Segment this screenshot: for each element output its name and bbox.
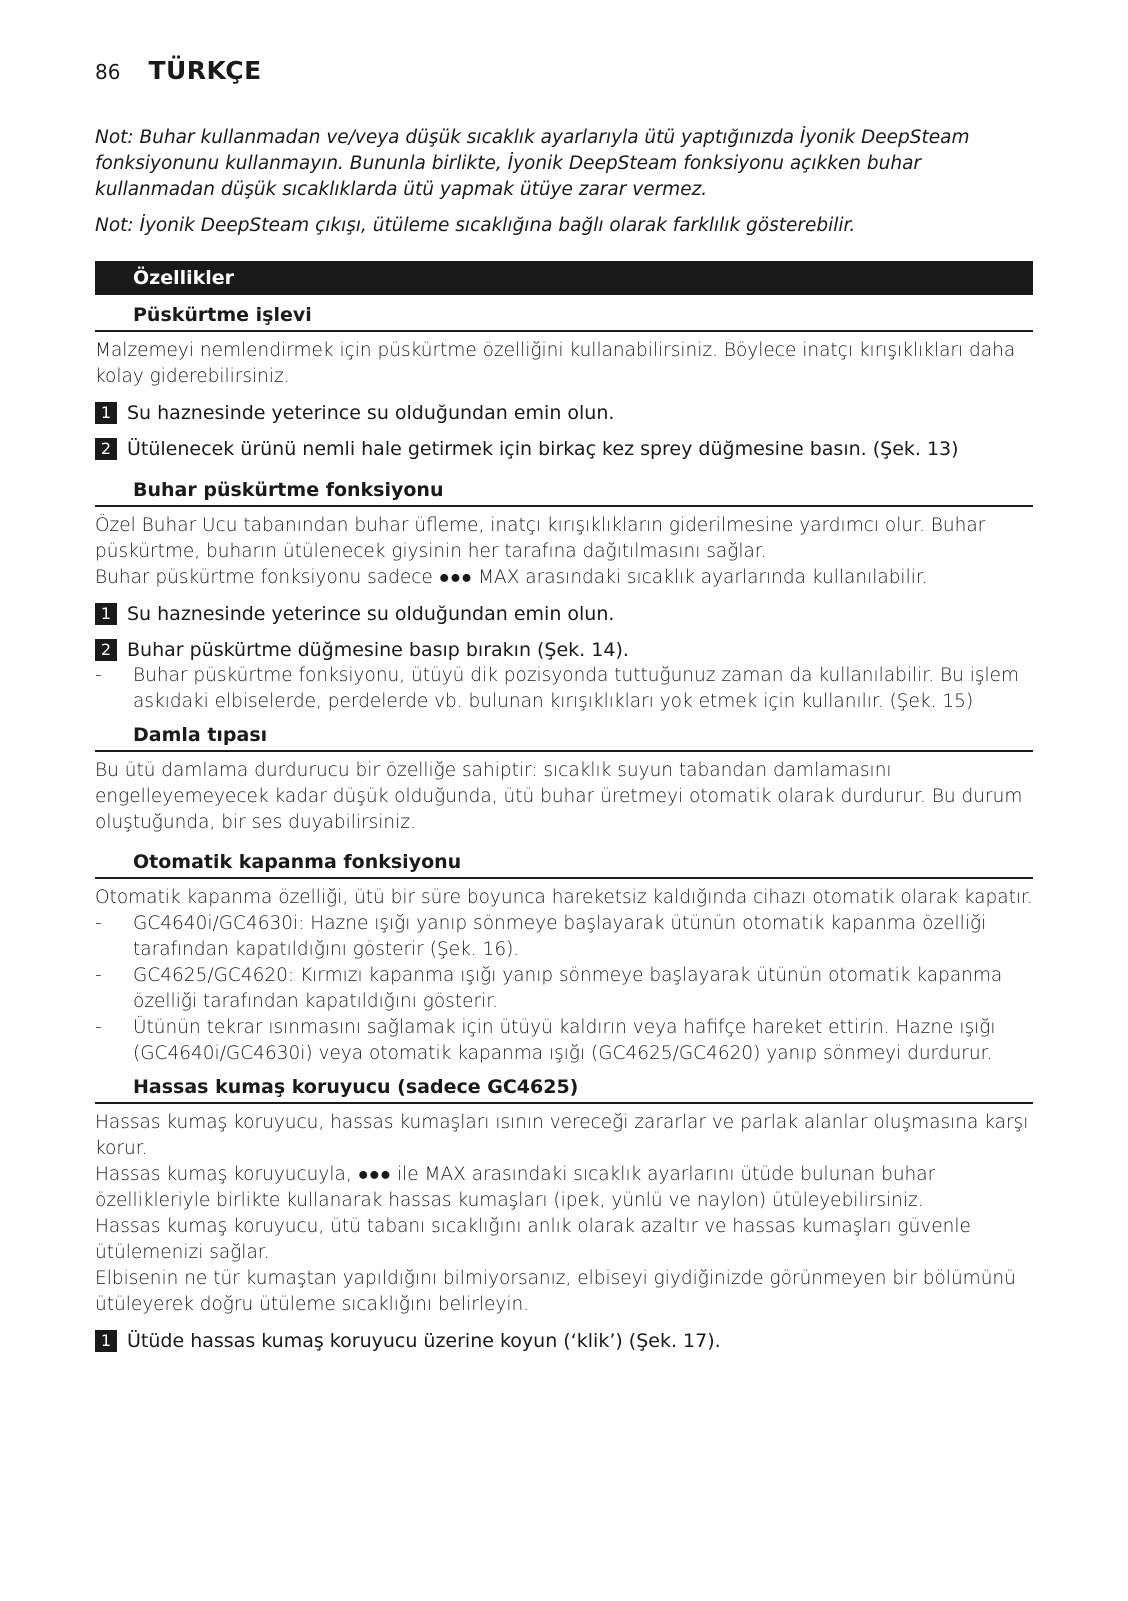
autooff-heading: Otomatik kapanma fonksiyonu	[95, 842, 1033, 879]
step-number: 2	[95, 639, 117, 661]
spray-step-1	[95, 400, 1033, 426]
step-text: Buhar püskürtme düğmesine basıp bırakın (Şek. 14).	[127, 639, 629, 661]
shot-step-1	[95, 601, 1033, 627]
shot-heading: Buhar püskürtme fonksiyonu	[95, 470, 1033, 507]
autooff-bullet-3	[95, 1015, 1033, 1067]
spray-heading: Püskürtme işlevi	[95, 295, 1033, 332]
step-number: 1	[95, 1330, 117, 1352]
protector-step-1	[95, 1328, 1033, 1354]
language-title: TÜRKÇE	[148, 56, 262, 85]
section-title: Özellikler	[95, 261, 1033, 295]
spray-step-2	[95, 436, 1033, 462]
protector-p3: Hassas kumaş koruyucu, ütü tabanı sıcaklığını anlık olarak azaltır ve hassas kumaşları güvenle ütülemenizi sağlar.	[95, 1216, 971, 1263]
bullet-dash: -	[95, 965, 102, 986]
step-text: Su haznesinde yeterince su olduğundan emin olun.	[127, 603, 615, 625]
bullet-dash: -	[95, 1017, 102, 1038]
bullet-text: GC4625/GC4620: Kırmızı kapanma ışığı yanıp sönmeye başlayarak ütünün otomatik kapanma özelliği tarafından kapatıldığını gösterir.	[133, 965, 1003, 1012]
page-content	[95, 125, 1033, 1362]
autooff-bullet-1	[95, 911, 1033, 963]
step-text: Ütüde hassas kumaş koruyucu üzerine koyun (‘klik’) (Şek. 17).	[127, 1330, 721, 1352]
shot-bullet	[95, 663, 1033, 715]
page-header	[95, 56, 262, 85]
note-2: Not: İyonik DeepSteam çıkışı, ütüleme sıcaklığına bağlı olarak farklılık gösterebilir.	[95, 215, 856, 236]
protector-p1: Hassas kumaş koruyucu, hassas kumaşları ısının vereceği zararlar ve parlak alanlar oluşmasına karşı korur.	[95, 1112, 1029, 1159]
autooff-bullet-2	[95, 963, 1033, 1015]
step-number: 1	[95, 402, 117, 424]
note-1: Not: Buhar kullanmadan ve/veya düşük sıcaklık ayarlarıyla ütü yaptığınızda İyonik DeepSteam fonksiyonunu kullanmayın. Bununla birlikte, İyonik DeepSteam fonksiyonu açıkken buhar kullanmadan düşük sıcaklıklarda ütü yapmak ütüye zarar vermez.	[95, 127, 970, 200]
bullet-text: GC4640i/GC4630i: Hazne ışığı yanıp sönmeye başlayarak ütünün otomatik kapanma özelliği tarafından kapatıldığını gösterir (Şek. 16).	[133, 913, 987, 960]
drip-heading: Damla tıpası	[95, 715, 1033, 752]
spray-intro: Malzemeyi nemlendirmek için püskürtme özelliğini kullanabilirsiniz. Böylece inatçı kırışıklıkları daha kolay giderebilirsiniz.	[95, 340, 1016, 387]
bullet-dash: -	[95, 913, 102, 934]
shot-intro-2: Buhar püskürtme fonksiyonu sadece ●●● MAX arasındaki sıcaklık ayarlarında kullanılabilir.	[95, 567, 928, 588]
protector-heading: Hassas kumaş koruyucu (sadece GC4625)	[95, 1067, 1033, 1104]
autooff-intro: Otomatik kapanma özelliği, ütü bir süre boyunca hareketsiz kaldığında cihazı otomatik olarak kapatır.	[95, 887, 1033, 908]
shot-step-2	[95, 637, 1033, 663]
bullet-text: Ütünün tekrar ısınmasını sağlamak için ütüyü kaldırın veya hafifçe hareket ettirin. Hazne ışığı (GC4640i/GC4630i) veya otomatik kapanma ışığı (GC4625/GC4620) yanıp sönmeyi durdurur.	[133, 1017, 996, 1064]
step-number: 2	[95, 438, 117, 460]
page-number: 86	[95, 60, 121, 84]
protector-p4: Elbisenin ne tür kumaştan yapıldığını bilmiyorsanız, elbiseyi giydiğinizde görünmeyen bir bölümünü ütüleyerek doğru ütüleme sıcaklığını belirleyin.	[95, 1268, 1016, 1315]
protector-p2: Hassas kumaş koruyucuyla, ●●● ile MAX arasındaki sıcaklık ayarlarını ütüde bulunan buhar özellikleriyle birlikte kullanarak hassas kumaşları (ipek, yünlü ve naylon) ütüleyebilirsiniz.	[95, 1164, 936, 1211]
shot-intro-1: Özel Buhar Ucu tabanından buhar üfleme, inatçı kırışıklıkların giderilmesine yardımcı olur. Buhar püskürtme, buharın ütülenecek giysinin her tarafına dağıtılmasını sağlar.	[95, 515, 986, 562]
step-number: 1	[95, 603, 117, 625]
drip-text: Bu ütü damlama durdurucu bir özelliğe sahiptir: sıcaklık suyun tabandan damlamasını engelleyemeyecek kadar düşük olduğunda, ütü buhar üretmeyi otomatik olarak durdurur. Bu durum oluştuğunda, bir ses duyabilirsiniz.	[95, 760, 1023, 833]
step-text: Ütülenecek ürünü nemli hale getirmek için birkaç kez sprey düğmesine basın. (Şek. 13)	[127, 438, 959, 460]
step-text: Su haznesinde yeterince su olduğundan emin olun.	[127, 402, 615, 424]
bullet-dash: -	[95, 665, 102, 686]
bullet-text: Buhar püskürtme fonksiyonu, ütüyü dik pozisyonda tuttuğunuz zaman da kullanılabilir. Bu işlem askıdaki elbiselerde, perdelerde vb. bulunan kırışıklıkları yok etmek için kullanılır. (Şek. 15)	[133, 665, 1020, 712]
